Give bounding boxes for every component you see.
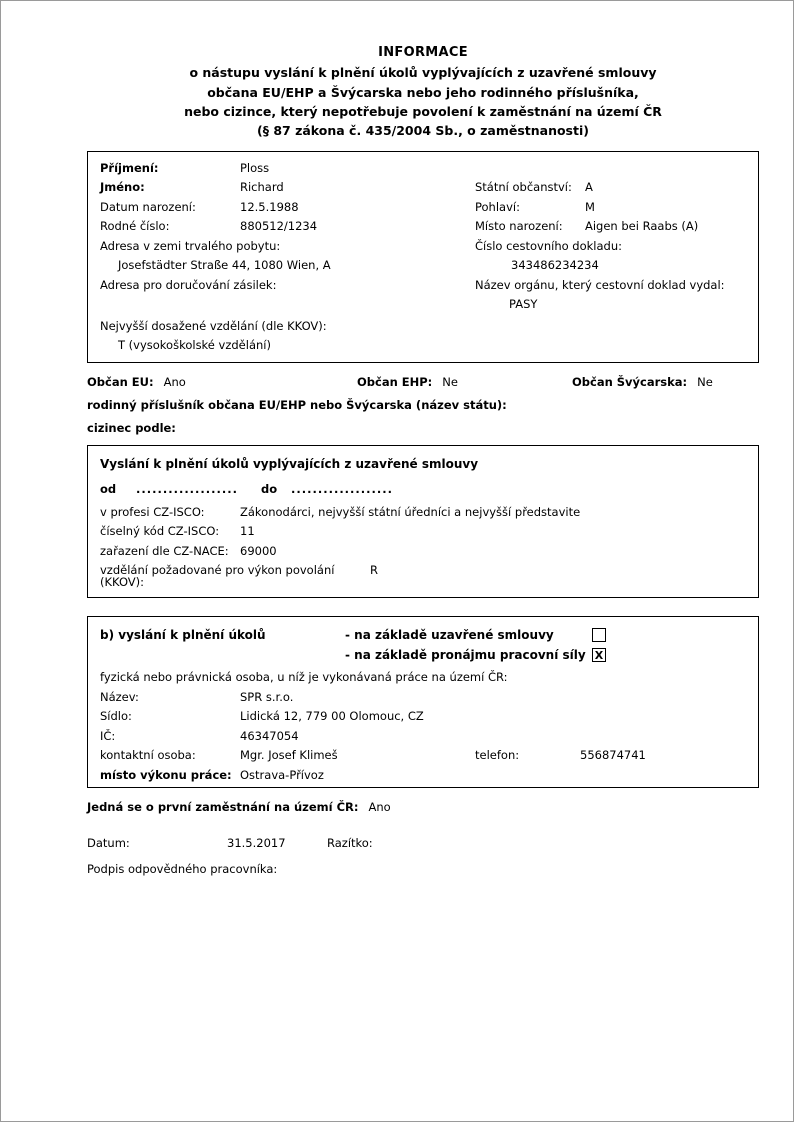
- family-member-line: rodinný příslušník občana EU/EHP nebo Švýcarska (název státu):: [87, 397, 507, 412]
- required-education-value: R: [370, 563, 378, 578]
- document-content: [87, 43, 759, 876]
- education-label: Nejvyšší dosažené vzdělání (dle KKOV):: [100, 318, 327, 333]
- company-ico-label: IČ:: [100, 728, 116, 743]
- sex-value: M: [585, 199, 595, 214]
- birthdate-value: 12.5.1988: [240, 199, 299, 214]
- delivery-address-label: Adresa pro doručování zásilek:: [100, 277, 277, 292]
- profession-label: v profesi CZ-ISCO:: [100, 504, 205, 519]
- title-subline-2: občana EU/EHP a Švýcarska nebo jeho rodinného příslušníka,: [207, 84, 639, 100]
- row-company-ico: [100, 728, 746, 743]
- phone-value: 556874741: [580, 748, 646, 763]
- checkbox-contract[interactable]: [592, 628, 606, 642]
- row-surname: [100, 160, 746, 175]
- page-title: INFORMACE: [378, 45, 468, 60]
- travel-doc-label: Číslo cestovního dokladu:: [475, 238, 623, 253]
- birthdate-label: Datum narození:: [100, 199, 196, 214]
- stamp-label: Razítko:: [327, 836, 373, 851]
- title-legal-reference: (§ 87 zákona č. 435/2004 Sb., o zaměstnanosti): [257, 123, 589, 139]
- row-nace: [100, 543, 746, 558]
- travel-doc-value: 343486234234: [511, 258, 599, 273]
- birthplace-label: Místo narození:: [475, 219, 563, 234]
- row-issuer-value: [100, 299, 746, 311]
- checkbox-hire[interactable]: X: [592, 648, 606, 662]
- date-value: 31.5.2017: [227, 836, 286, 851]
- company-name-label: Název:: [100, 689, 139, 704]
- firstname-value: Richard: [240, 180, 284, 195]
- company-name-value: SPR s.r.o.: [240, 689, 294, 704]
- row-required-education: [100, 565, 746, 588]
- row-education-label: [100, 318, 746, 333]
- title-subline-1: o nástupu vyslání k plnění úkolů vyplývajících z uzavřené smlouvy: [189, 65, 657, 81]
- sex-label: Pohlaví:: [475, 199, 520, 214]
- sending-option-contract-label: - na základě uzavřené smlouvy: [345, 628, 554, 643]
- period-from-label: od: [100, 481, 117, 496]
- citizenship-value: A: [585, 180, 593, 195]
- entity-line: fyzická nebo právnická osoba, u níž je vykonávaná práce na území ČR:: [100, 670, 508, 685]
- contact-person-value: Mgr. Josef Klimeš: [240, 748, 338, 763]
- document-title-block: [87, 43, 759, 141]
- citizen-ehp-value: Ne: [442, 374, 458, 389]
- education-value: T (vysokoškolské vzdělání): [118, 338, 271, 353]
- required-education-label: vzdělání požadované pro výkon povolání (KKOV):: [100, 563, 335, 589]
- assignment-heading: Vyslání k plnění úkolů vyplývajících z uzavřené smlouvy: [100, 456, 479, 471]
- row-contact-person: [100, 750, 746, 762]
- assignment-box: [87, 445, 759, 599]
- row-workplace: [100, 767, 746, 782]
- issuer-label: Název orgánu, který cestovní doklad vydal:: [475, 277, 725, 292]
- row-permanent-address-value: [100, 260, 746, 272]
- first-employment-row: [87, 800, 759, 814]
- row-delivery-address-issuer: [100, 277, 746, 292]
- profession-value: Zákonodárci, nejvyšší státní úředníci a nejvyšší představite: [240, 504, 581, 519]
- sending-option-hire-row: [100, 648, 746, 662]
- row-education-value: [100, 340, 746, 352]
- issuer-value: PASY: [509, 297, 538, 312]
- nace-value: 69000: [240, 543, 277, 558]
- isco-code-label: číselný kód CZ-ISCO:: [100, 524, 220, 539]
- row-birthdate-sex: [100, 199, 746, 214]
- birthnumber-value: 880512/1234: [240, 219, 318, 234]
- personal-data-box: [87, 151, 759, 363]
- title-subline-3: nebo cizince, který nepotřebuje povolení k zaměstnání na území ČR: [184, 103, 662, 119]
- row-permanent-address-travel-doc: [100, 238, 746, 253]
- surname-value: Ploss: [240, 160, 270, 175]
- citizen-swiss-value: Ne: [697, 374, 713, 389]
- signature-label: Podpis odpovědného pracovníka:: [87, 862, 278, 877]
- first-employment-value: Ano: [368, 800, 391, 815]
- citizenship-label: Státní občanství:: [475, 180, 572, 195]
- period-to-value: ...................: [291, 481, 394, 496]
- foreigner-line: cizinec podle:: [87, 420, 176, 435]
- birthnumber-label: Rodné číslo:: [100, 219, 170, 234]
- company-ico-value: 46347054: [240, 728, 299, 743]
- row-company-seat: [100, 711, 746, 723]
- date-label: Datum:: [87, 836, 130, 851]
- firstname-label: Jméno:: [100, 180, 145, 195]
- nace-label: zařazení dle CZ-NACE:: [100, 543, 229, 558]
- sending-option-label: b) vyslání k plnění úkolů: [100, 628, 266, 643]
- citizen-swiss: [572, 375, 713, 389]
- citizen-eu: [87, 375, 357, 389]
- workplace-value: Ostrava-Přívoz: [240, 767, 324, 782]
- assignment-period-row: [100, 482, 746, 496]
- sending-option-contract-row: [100, 628, 746, 642]
- company-seat-label: Sídlo:: [100, 709, 132, 724]
- period-from-value: ...................: [136, 481, 239, 496]
- company-seat-value: Lidická 12, 779 00 Olomouc, CZ: [240, 709, 424, 724]
- row-profession: [100, 504, 746, 519]
- period-to-label: do: [261, 481, 278, 496]
- row-birthnumber-birthplace: [100, 221, 746, 233]
- footer-date-stamp-row: [87, 836, 759, 850]
- citizen-ehp: [357, 375, 572, 389]
- surname-label: Příjmení:: [100, 160, 159, 175]
- first-employment-label: Jedná se o první zaměstnání na území ČR:: [87, 800, 359, 815]
- permanent-address-label: Adresa v zemi trvalého pobytu:: [100, 238, 281, 253]
- permanent-address-value: Josefstädter Straße 44, 1080 Wien, A: [118, 258, 331, 273]
- entity-line-row: [100, 672, 746, 684]
- contact-person-label: kontaktní osoba:: [100, 748, 196, 763]
- sending-option-hire-label: - na základě pronájmu pracovní síly: [345, 648, 586, 663]
- phone-label: telefon:: [475, 748, 520, 763]
- citizen-swiss-label: Občan Švýcarska:: [572, 374, 688, 389]
- citizenship-flags-row: [87, 375, 759, 389]
- citizen-eu-label: Občan EU:: [87, 374, 154, 389]
- citizen-eu-value: Ano: [163, 374, 186, 389]
- row-isco-code: [100, 526, 746, 538]
- row-company-name: [100, 689, 746, 704]
- birthplace-value: Aigen bei Raabs (A): [585, 219, 699, 234]
- sending-box: [87, 616, 759, 788]
- citizen-ehp-label: Občan EHP:: [357, 374, 433, 389]
- workplace-label: místo výkonu práce:: [100, 767, 232, 782]
- row-firstname-citizenship: [100, 182, 746, 194]
- isco-code-value: 11: [240, 524, 255, 539]
